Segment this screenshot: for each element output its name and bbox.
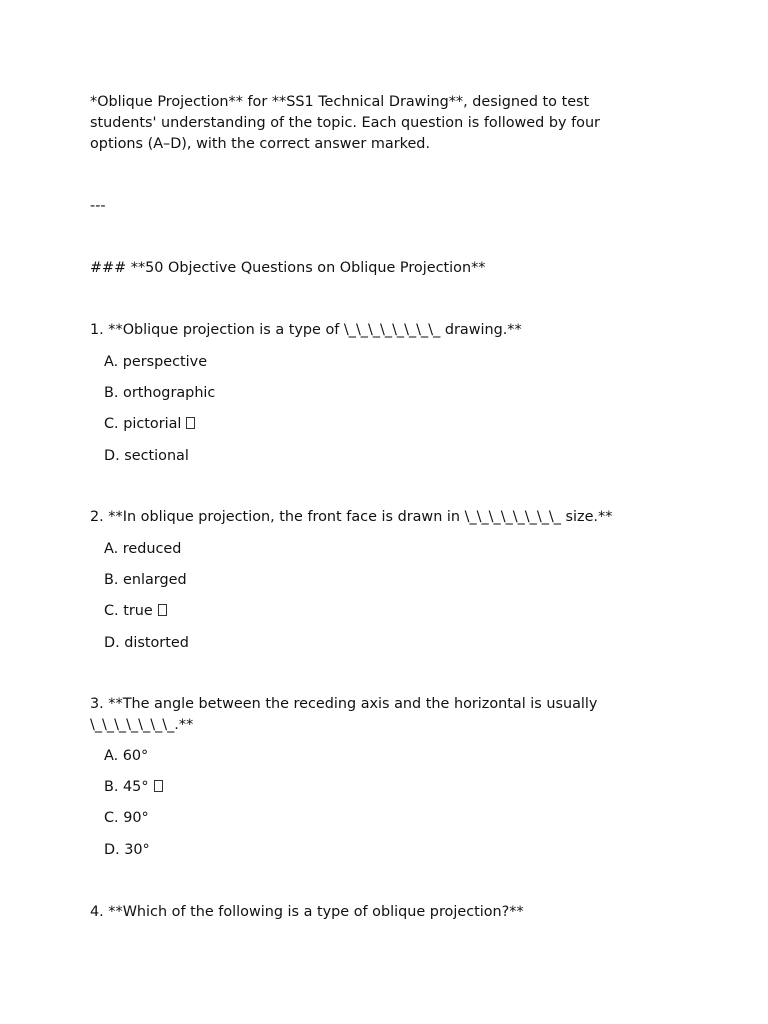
question-1-text: 1. **Oblique projection is a type of \_\_\_\_\_\_\_\_ drawing.** (90, 322, 522, 338)
question-4-text: 4. **Which of the following is a type of oblique projection?** (90, 904, 524, 920)
option-label: B. 45° (104, 779, 149, 796)
correct-answer-mark-icon (158, 604, 167, 616)
section-heading: ### **50 Objective Questions on Oblique Projection** (90, 260, 486, 276)
intro-paragraph: *Oblique Projection** for **SS1 Technical Drawing**, designed to test students' understanding of the topic. Each question is followed by four options (A–D), with the correct answer marked. (90, 94, 600, 152)
option-item (104, 570, 189, 601)
option-item (104, 539, 189, 570)
option-label: A. reduced (104, 541, 182, 557)
option-item (104, 633, 189, 664)
option-item (104, 840, 163, 871)
question-1-options (104, 352, 215, 477)
option-item (104, 383, 215, 414)
option-label: D. distorted (104, 634, 189, 651)
option-item (104, 746, 163, 777)
option-label: C. true (104, 603, 153, 620)
option-item (104, 414, 215, 445)
option-label: A. 60° (104, 748, 149, 764)
option-item (104, 446, 215, 477)
question-3-text: 3. **The angle between the receding axis and the horizontal is usually \_\_\_\_\_\_\_.** (90, 696, 598, 733)
option-label: B. orthographic (104, 385, 216, 402)
option-label: D. sectional (104, 447, 189, 464)
option-item (104, 777, 163, 808)
correct-answer-mark-icon (186, 417, 195, 429)
question-2-text: 2. **In oblique projection, the front face is drawn in \_\_\_\_\_\_\_\_ size.** (90, 509, 613, 525)
question-2-options (104, 539, 189, 664)
option-item (104, 808, 163, 839)
option-label: D. 30° (104, 841, 150, 858)
option-label: A. perspective (104, 354, 208, 370)
option-item (104, 601, 189, 632)
question-3-options (104, 746, 163, 871)
option-item (104, 352, 215, 383)
horizontal-rule-text: --- (90, 198, 106, 214)
option-label: B. enlarged (104, 572, 187, 589)
correct-answer-mark-icon (154, 780, 163, 792)
option-label: C. 90° (104, 810, 149, 827)
option-label: C. pictorial (104, 416, 182, 433)
